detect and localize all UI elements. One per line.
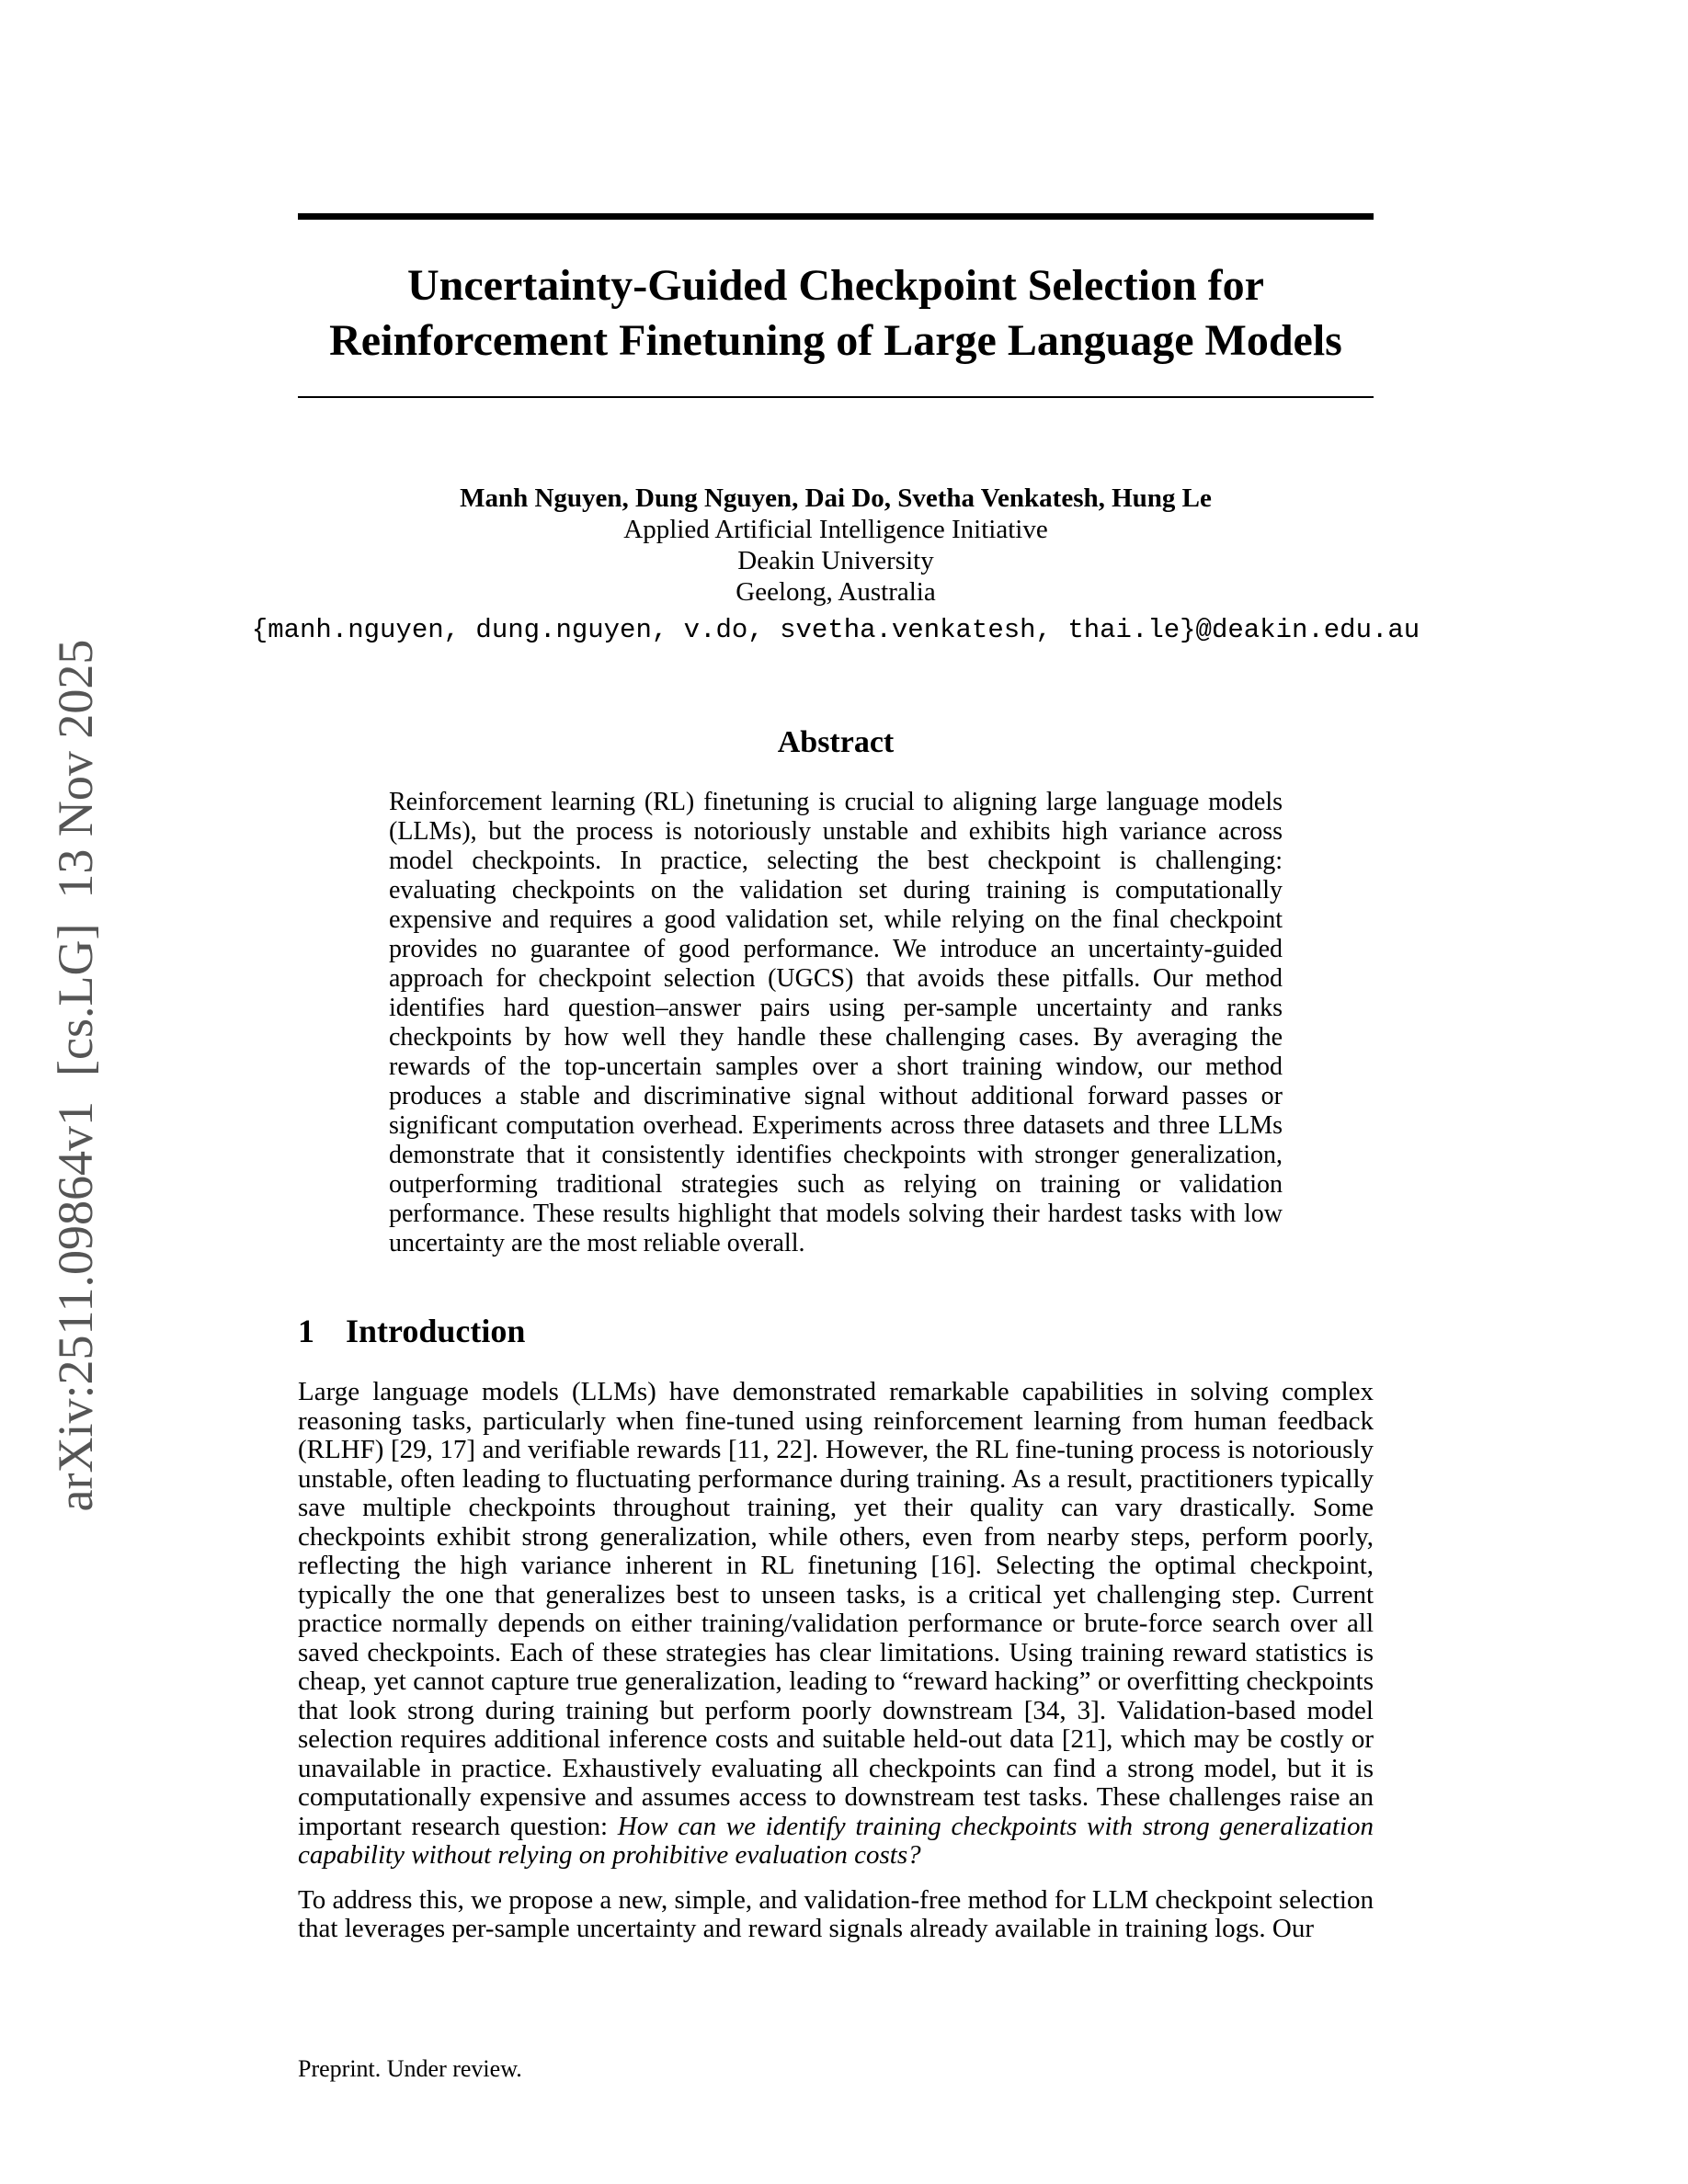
authors-line: Manh Nguyen, Dung Nguyen, Dai Do, Svetha Venkatesh, Hung Le: [460, 483, 1212, 513]
affiliation-line-1: Applied Artificial Intelligence Initiative: [623, 515, 1048, 544]
paper-content: [251, 0, 1420, 1944]
intro-paragraph-2: To address this, we propose a new, simple, and validation-free method for LLM checkpoint selection that leverages per-sample uncertainty and reward signals already available in training logs. Our: [298, 1884, 1374, 1943]
top-rule: [298, 213, 1374, 220]
intro-paragraph-1-text: Large language models (LLMs) have demonstrated remarkable capabilities in solving complex reasoning tasks, particularly when fine-tuned using reinforcement learning from human feedback (RLHF) [29, 17] and verifiable rewards [11, 22]. However, the RL fine-tuning process is notoriously unstable, often leading to fluctuating performance during training. As a result, practitioners typically save multiple checkpoints throughout training, yet their quality can vary drastically. Some checkpoints exhibit strong generalization, while others, even from nearby steps, perform poorly, reflecting the high variance inherent in RL finetuning [16]. Selecting the optimal checkpoint, typically the one that generalizes best to unseen tasks, is a critical yet challenging step. Current practice normally depends on either training/validation performance or brute-force search over all saved checkpoints. Each of these strategies has clear limitations. Using training reward statistics is cheap, yet cannot capture true generalization, leading to “reward hacking” or overfitting checkpoints that look strong during training but perform poorly downstream [34, 3]. Validation-based model selection requires additional inference costs and suitable held-out data [21], which may be costly or unavailable in practice. Exhaustively evaluating all checkpoints can find a strong model, but it is computationally expensive and assumes access to downstream test tasks. These challenges raise an important research question:: [298, 1377, 1374, 1841]
affiliation-line-2: Deakin University: [737, 546, 934, 575]
section-number: 1: [298, 1313, 314, 1349]
section-heading-introduction: [298, 1312, 1374, 1350]
affiliation-line-3: Geelong, Australia: [736, 577, 936, 607]
authors-block: [251, 483, 1420, 648]
title-rule: [298, 396, 1374, 398]
paper-title: [298, 258, 1374, 369]
footer-note: Preprint. Under review.: [298, 2055, 522, 2082]
abstract-heading: Abstract: [777, 725, 895, 759]
research-question-italic: How can we identify training checkpoints with strong generalization capability without relying on prohibitive evaluation costs?: [298, 1811, 1374, 1870]
arxiv-watermark: arXiv:2511.09864v1 [cs.LG] 13 Nov 2025: [48, 639, 103, 1512]
section-title: Introduction: [346, 1313, 526, 1349]
authors-email: {manh.nguyen, dung.nguyen, v.do, svetha.venkatesh, thai.le}@deakin.edu.au: [251, 615, 1420, 645]
abstract-text: Reinforcement learning (RL) finetuning is crucial to aligning large language models (LLMs), but the process is notoriously unstable and exhibits high variance across model checkpoints. In practice, selecting the best checkpoint is challenging: evaluating checkpoints on the validation set during training is computationally expensive and requires a good validation set, while relying on the final checkpoint provides no guarantee of good performance. We introduce an uncertainty-guided approach for checkpoint selection (UGCS) that avoids these pitfalls. Our method identifies hard question–answer pairs using per-sample uncertainty and ranks checkpoints by how well they handle these challenging cases. By averaging the rewards of the top-uncertain samples over a short training window, our method produces a stable and discriminative signal without additional forward passes or significant computation overhead. Experiments across three datasets and three LLMs demonstrate that it consistently identifies checkpoints with stronger generalization, outperforming traditional strategies such as relying on training or validation performance. These results highlight that models solving their hardest tasks with low uncertainty are the most reliable overall.: [389, 788, 1283, 1257]
title-line-1: Uncertainty-Guided Checkpoint Selection for: [407, 261, 1264, 310]
title-line-2: Reinforcement Finetuning of Large Language Models: [329, 316, 1342, 365]
intro-paragraph-1: [298, 1378, 1374, 1871]
